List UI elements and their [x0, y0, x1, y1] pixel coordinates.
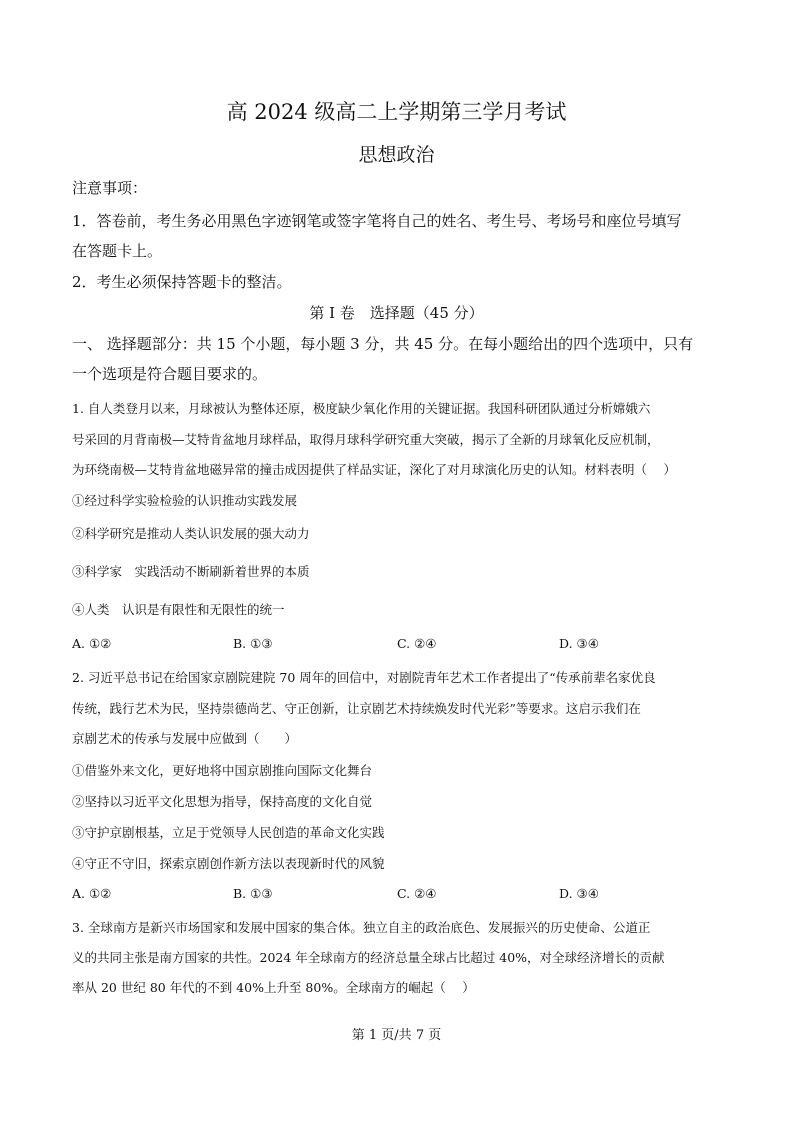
section-instructions-line-1: 一、 选择题部分：共 15 个小题，每小题 3 分，共 45 分。在每小题给出的四个选项中，只有 — [72, 335, 694, 353]
question-1-statement-3: ③科学家 实践活动不断刷新着世界的本质 — [72, 564, 310, 579]
question-2-line-1: 2. 习近平总书记在给国家京剧院建院 70 周年的回信中，对剧院青年艺术工作者提出了“传承前辈名家优良 — [72, 670, 656, 685]
section-title: 第 I 卷 选择题（45 分） — [309, 304, 484, 322]
question-1-statement-4: ④人类 认识是有限性和无限性的统一 — [72, 602, 285, 617]
question-1-choice-b: B. ①③ — [233, 636, 273, 651]
section-instructions-line-2: 一个选项是符合题目要求的。 — [72, 365, 268, 383]
notice-item-1-line-1: 1．答卷前，考生务必用黑色字迹钢笔或签字笔将自己的姓名、考生号、考场号和座位号填写 — [72, 212, 682, 230]
question-2-statement-1: ①借鉴外来文化，更好地将中国京剧推向国际文化舞台 — [72, 763, 373, 778]
question-2-line-3: 京剧艺术的传承与发展中应做到（ ） — [72, 731, 298, 746]
question-1-line-1: 1. 自人类登月以来，月球被认为整体还原，极度缺少氧化作用的关键证据。我国科研团队通过分析嫦娥六 — [72, 401, 651, 416]
notice-item-1-line-2: 在答题卡上。 — [72, 242, 163, 260]
question-2-choice-c: C. ②④ — [397, 886, 437, 901]
question-1-choice-d: D. ③④ — [559, 636, 599, 651]
question-3-line-3: 率从 20 世纪 80 年代的不到 40%上升至 80%。全球南方的崛起（ ） — [72, 980, 475, 995]
exam-title: 高 2024 级高二上学期第三学月考试 — [226, 100, 567, 124]
question-2-choice-a: A. ①② — [72, 886, 112, 901]
subject-title: 思想政治 — [358, 144, 435, 166]
question-2-line-2: 传统，践行艺术为民，坚持崇德尚艺、守正创新，让京剧艺术持续焕发时代光彩”等要求。这启示我们在 — [72, 701, 641, 716]
page-number: 第 1 页/共 7 页 — [351, 1028, 442, 1043]
question-2-statement-4: ④守正不守旧，探索京剧创作新方法以表现新时代的风貌 — [72, 856, 385, 871]
question-1-statement-2: ②科学研究是推动人类认识发展的强大动力 — [72, 526, 310, 541]
question-3-line-1: 3. 全球南方是新兴市场国家和发展中国家的集合体。独立自主的政治底色、发展振兴的历史使命、公道正 — [72, 920, 651, 935]
question-2-statement-3: ③守护京剧根基，立足于党领导人民创造的革命文化实践 — [72, 825, 385, 840]
question-2-statement-2: ②坚持以习近平文化思想为指导，保持高度的文化自觉 — [72, 794, 373, 809]
question-1-choice-c: C. ②④ — [397, 636, 437, 651]
question-3-line-2: 义的共同主张是南方国家的共性。2024 年全球南方的经济总量全球占比超过 40%，对全球经济增长的贡献 — [72, 950, 665, 965]
notice-item-2: 2．考生必须保持答题卡的整洁。 — [72, 273, 292, 291]
question-1-statement-1: ①经过科学实验检验的认识推动实践发展 — [72, 493, 298, 508]
question-1-line-3: 为环绕南极—艾特肯盆地磁异常的撞击成因提供了样品实证，深化了对月球演化历史的认知。材料表明（ ） — [72, 462, 676, 477]
notice-heading: 注意事项： — [72, 179, 148, 197]
question-2-choice-b: B. ①③ — [233, 886, 273, 901]
question-1-choice-a: A. ①② — [72, 636, 112, 651]
question-1-line-2: 号采回的月背南极—艾特肯盆地月球样品，取得月球科学研究重大突破，揭示了全新的月球氧化反应机制， — [72, 432, 660, 447]
question-2-choice-d: D. ③④ — [559, 886, 599, 901]
